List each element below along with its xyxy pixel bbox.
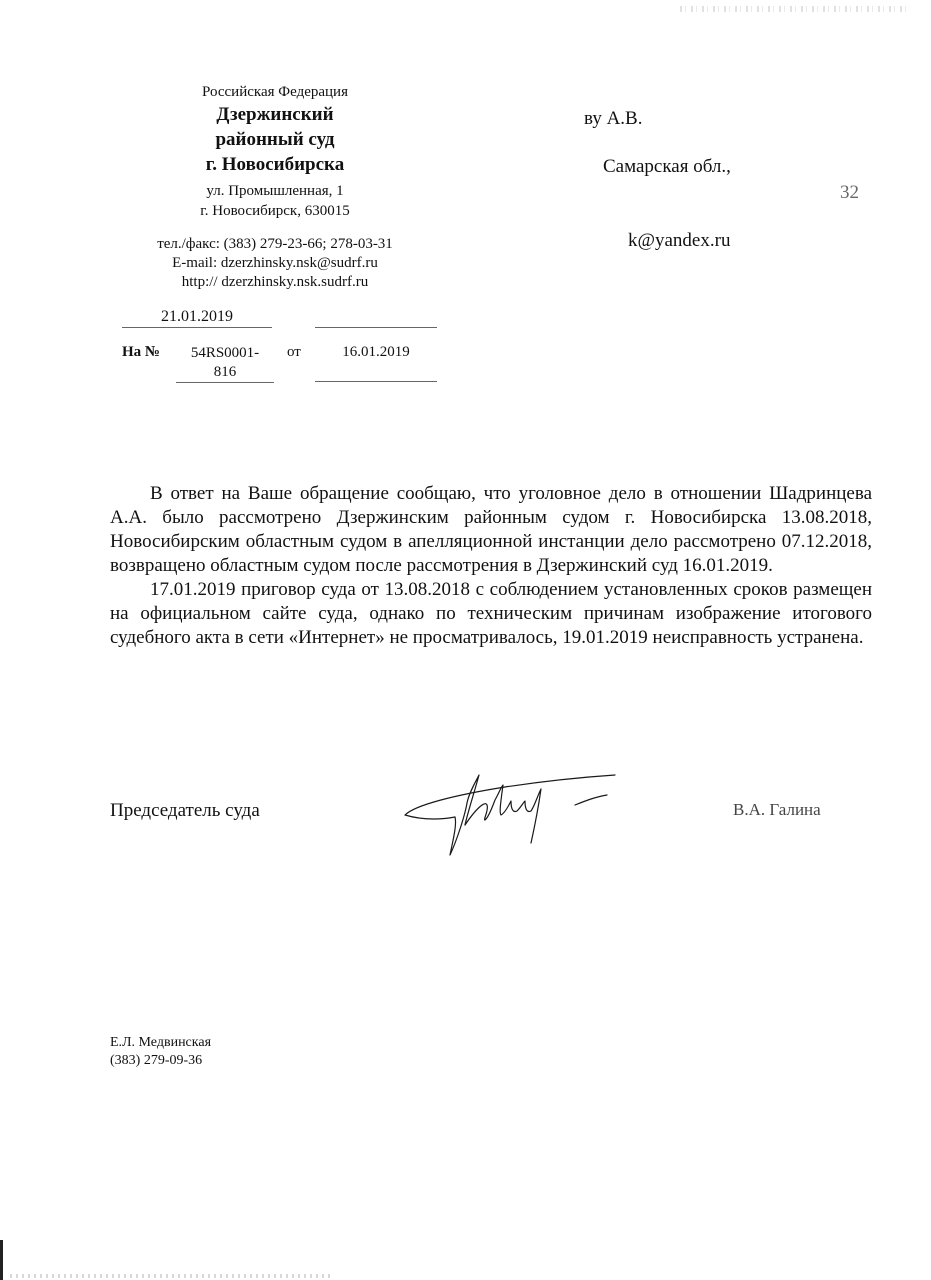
recipient-email: k@yandex.ru xyxy=(628,230,731,251)
reference-number-line-1: 54RS0001- xyxy=(190,345,260,361)
body-paragraph-2: 17.01.2019 приговор суда от 13.08.2018 с соблюдением установленных сроков размещен на официальном сайте суда, однако по техническим причинам изображение итогового судебного акта в сети «Интернет» не просматривалось, 19.01.2019 неисправность устранена. xyxy=(110,579,872,648)
executor-info xyxy=(110,1034,211,1070)
reference-number-line-2: 816 xyxy=(213,364,237,380)
recipient-name: ву А.В. xyxy=(584,108,643,129)
reference-label: На № xyxy=(122,344,160,360)
court-website: http:// dzerzhinsky.nsk.sudrf.ru xyxy=(181,274,369,290)
signatory-name: В.А. Галина xyxy=(733,800,821,819)
court-city: г. Новосибирск, 630015 xyxy=(200,203,350,219)
reference-from-label: от xyxy=(287,344,301,360)
executor-name: Е.Л. Медвинская xyxy=(110,1035,212,1050)
body-paragraph-1: В ответ на Ваше обращение сообщаю, что уголовное дело в отношении Шадринцева А.А. было рассмотрено Дзержинским районным судом г. Новосибирска 13.08.2018, Новосибирским областным судом в апелляционной инстанции дело рассмотрено 07.12.2018, возвращено областным судом после рассмотрения в Дзержинский суд 16.01.2019. xyxy=(110,483,872,576)
recipient-house-number: 32 xyxy=(840,182,859,203)
executor-phone: (383) 279-09-36 xyxy=(110,1053,203,1068)
reference-number xyxy=(176,344,274,383)
outgoing-date: 21.01.2019 xyxy=(122,308,272,328)
court-address xyxy=(135,181,415,221)
recipient-region: Самарская обл., xyxy=(603,156,731,177)
court-email: E-mail: dzerzhinsky.nsk@sudrf.ru xyxy=(172,255,378,271)
court-contacts xyxy=(135,235,415,292)
letterhead xyxy=(135,82,415,292)
court-name-line-2: районный суд xyxy=(215,129,335,150)
court-phone: тел./факс: (383) 279-23-66; 278-03-31 xyxy=(157,236,393,252)
scan-artifact-top xyxy=(680,6,910,12)
letter-body xyxy=(110,482,872,650)
reference-date: 16.01.2019 xyxy=(315,344,437,382)
handwritten-signature-icon xyxy=(395,765,625,865)
signatory-title: Председатель суда xyxy=(110,800,260,821)
country-name: Российская Федерация xyxy=(202,84,348,100)
court-name-line-1: Дзержинский xyxy=(216,104,334,125)
scan-edge xyxy=(0,1240,3,1280)
scan-artifact-bottom xyxy=(10,1274,330,1278)
outgoing-number-blank xyxy=(315,327,437,328)
court-name-line-3: г. Новосибирска xyxy=(205,154,345,175)
court-street: ул. Промышленная, 1 xyxy=(206,183,344,199)
